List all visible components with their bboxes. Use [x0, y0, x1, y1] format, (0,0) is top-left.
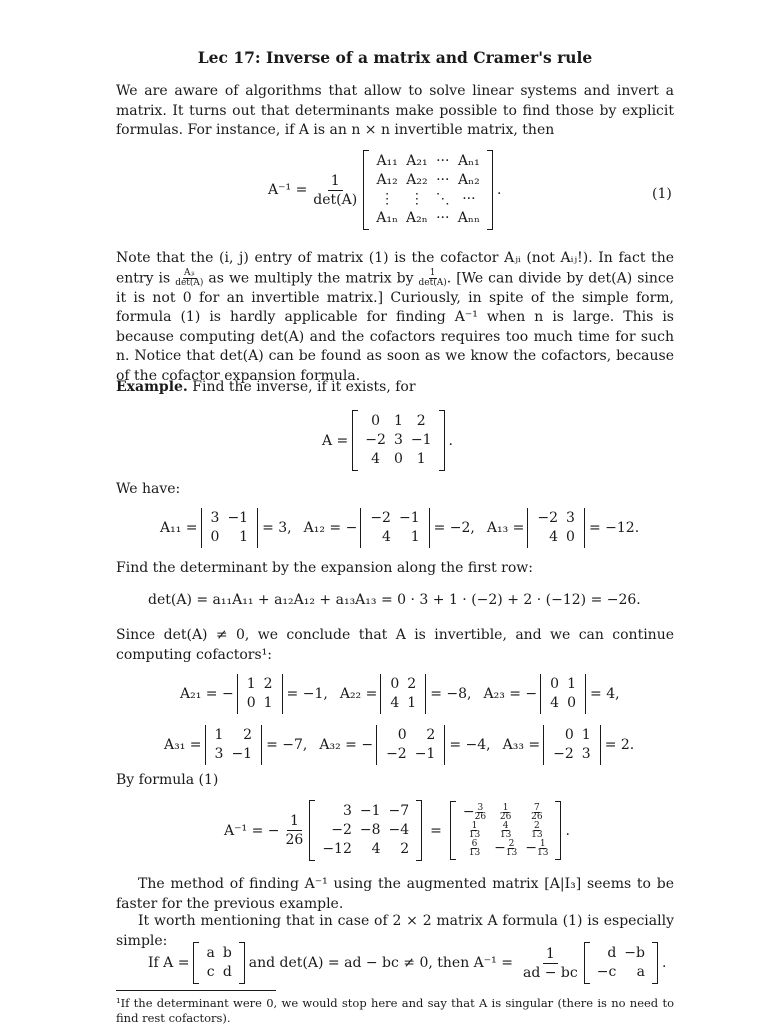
cofactor-result: = −2,	[433, 520, 475, 536]
matrix-entry: −1	[410, 432, 432, 448]
inverse-result-lhs: A⁻¹ = −	[224, 822, 280, 839]
matrix-entry: a	[636, 964, 645, 980]
entry-fraction-num: Aⱼᵢ	[183, 267, 195, 278]
cofactor-lhs: A₃₃ =	[502, 737, 541, 753]
matrix-entry: 4	[371, 841, 381, 857]
matrix-entry: Aₙ₂	[458, 172, 480, 188]
matrix-entry: Aₙ₁	[458, 153, 480, 169]
cofactor-expression	[164, 725, 307, 765]
entry-denominator: 13	[531, 830, 543, 840]
cofactor-result: = −8,	[430, 686, 472, 702]
two-by-two-formula	[148, 942, 666, 984]
entry-denominator: 13	[505, 848, 518, 858]
entry-fraction-den: det(A)	[175, 277, 204, 288]
matrix-fraction-entry	[490, 822, 521, 839]
scale-fraction-den: det(A)	[418, 277, 447, 288]
fraction-numerator: 1	[287, 812, 302, 831]
matrix-entry: 0	[550, 676, 560, 692]
cofactor-lhs: A₁₂ = −	[303, 520, 358, 536]
inverse-lhs: A⁻¹ =	[268, 182, 308, 198]
footnote-rule	[116, 990, 276, 991]
generic-2x2-matrix	[193, 942, 244, 984]
matrix-entry: 2	[416, 413, 426, 429]
inverse-period: .	[565, 822, 570, 839]
matrix-fraction-entry	[521, 839, 552, 858]
entry-fraction	[537, 840, 548, 857]
matrix-entry: −1	[414, 746, 436, 762]
equation-number: (1)	[652, 186, 672, 202]
minor-determinant	[527, 508, 585, 548]
minor-determinant	[543, 725, 601, 765]
note-text-b: as we multiply the matrix by	[208, 270, 414, 286]
matrix-entry: ···	[436, 172, 450, 188]
equation-period: .	[497, 182, 502, 198]
cofactor-lhs: A₂₃ = −	[483, 686, 538, 702]
entry-denominator: 26	[531, 812, 543, 822]
matrix-entry: 4	[550, 695, 560, 711]
matrix-entry: 1	[393, 413, 403, 429]
two-by-two-if: If A =	[148, 955, 190, 971]
matrix-entry: 3	[581, 746, 591, 762]
cofactor-expression	[160, 508, 292, 548]
fraction-denominator: ad − bc	[522, 964, 578, 981]
intro-paragraph: We are aware of algorithms that allow to solve linear systems and invert a matrix. It turns out that determinants make possible to find those by explicit formulas. For instance, if A is an n × n invertible matrix, then	[116, 83, 674, 138]
matrix-entry: b	[222, 945, 232, 961]
cofactor-expression	[487, 508, 639, 548]
matrix-entry: −2	[386, 746, 407, 762]
cofactor-result: = −4,	[449, 737, 491, 753]
matrix-entry: A₁ₙ	[376, 210, 398, 226]
matrix-entry: −1	[359, 803, 381, 819]
inverse-formula	[268, 150, 501, 230]
matrix-entry: 0	[566, 529, 575, 545]
fraction-numerator: 1	[543, 945, 558, 964]
matrix-entry: −1	[398, 510, 420, 526]
two-by-two-period: .	[662, 955, 667, 971]
cofactor-note-paragraph	[116, 249, 674, 386]
matrix-entry: 3	[210, 510, 220, 526]
entry-denominator: 13	[499, 830, 512, 840]
matrix-entry: −2	[553, 746, 574, 762]
entry-fraction	[531, 804, 542, 821]
fraction-numerator: 1	[328, 172, 343, 191]
two-by-two-condition: and det(A) = ad − bc ≠ 0, then A⁻¹ =	[248, 955, 513, 971]
entry-denominator: 13	[536, 848, 549, 858]
matrix-entry: ···	[436, 210, 450, 226]
matrix-entry: 0	[390, 676, 400, 692]
cofactor-result: = 4,	[590, 686, 620, 702]
cofactor-expression	[180, 674, 328, 714]
matrix-entry: A₁₁	[376, 153, 398, 169]
entry-numerator: 4	[502, 821, 509, 831]
matrix-entry: 4	[390, 695, 400, 711]
entry-fraction	[475, 804, 486, 821]
matrix-entry: 1	[581, 727, 591, 743]
cofactor-lhs: A₃₂ = −	[319, 737, 374, 753]
matrix-entry: −2	[537, 510, 559, 526]
scale-fraction-num: 1	[429, 267, 436, 278]
note-text-c: . [We can divide by det(A) since it is not 0 for an invertible matrix.] Curiously, in spite of the simple form, formula (1) is hardly applicable for finding A⁻¹ when n is large. This is because computing det(A) and the cofactors requires too much time for such n. Notice that det(A) can be found as soon as we know the cofactors, because of the cofactor expansion formula.	[116, 270, 675, 384]
cofactor-lhs: A₁₃ =	[486, 520, 525, 536]
minor-determinant	[237, 674, 283, 714]
matrix-entry: 2	[426, 727, 436, 743]
cofactor-lhs: A₂₂ =	[339, 686, 378, 702]
entry-numerator: 2	[533, 821, 540, 831]
matrix-entry: 3	[342, 803, 352, 819]
matrix-entry: 0	[210, 529, 220, 545]
matrix-entry: A₁₂	[376, 172, 398, 188]
matrix-entry: 2	[263, 676, 273, 692]
cofactor-expression	[319, 725, 490, 765]
matrix-entry: −1	[227, 510, 249, 526]
matrix-entry: −2	[365, 432, 386, 448]
scale-fraction	[419, 269, 447, 288]
entry-numerator: 1	[471, 821, 478, 831]
matrix-entry: 4	[549, 529, 559, 545]
augmented-method-paragraph: The method of finding A⁻¹ using the augmented matrix [A|I₃] seems to be faster for the previous example.	[116, 876, 674, 912]
matrix-entry: −2	[370, 510, 391, 526]
matrix-entry: 0	[371, 413, 381, 429]
matrix-entry: 3	[566, 510, 575, 526]
by-formula-text: By formula (1)	[116, 772, 219, 788]
matrix-fraction-entry	[459, 803, 490, 822]
cofactor-result: = 3,	[262, 520, 292, 536]
adjugate-matrix	[363, 150, 493, 230]
two-by-two-intro: It worth mentioning that in case of 2 × 2 matrix A formula (1) is especially simple:	[116, 913, 674, 949]
cofactors-row-1	[160, 508, 651, 548]
entry-fraction	[531, 822, 542, 839]
matrix-entry: ⋮	[409, 191, 424, 207]
matrix-entry: 0	[397, 727, 407, 743]
two-by-two-inverse-matrix	[584, 942, 658, 984]
cofactors-row-2	[180, 674, 632, 714]
cofactor-expression	[483, 674, 619, 714]
matrix-entry: 1	[416, 451, 426, 467]
entry-numerator: 3	[477, 803, 484, 813]
matrix-entry: −7	[388, 803, 410, 819]
minor-determinant	[380, 674, 426, 714]
inverse-fraction	[310, 172, 360, 209]
cofactor-result: = −1,	[286, 686, 328, 702]
minor-determinant	[201, 508, 259, 548]
determinant-equation: det(A) = a₁₁A₁₁ + a₁₂A₁₂ + a₁₃A₁₃ = 0 · 3 + 1 · (−2) + 2 · (−12) = −26.	[148, 592, 641, 608]
example-intro	[116, 378, 674, 398]
matrix-entry: −2	[331, 822, 352, 838]
matrix-fraction-entry	[459, 839, 490, 858]
matrix-entry: 1	[407, 695, 417, 711]
entry-denominator: 13	[468, 848, 481, 858]
lecture-title: Lec 17: Inverse of a matrix and Cramer's rule	[197, 48, 593, 67]
entry-fraction	[469, 822, 480, 839]
entry-denominator: 26	[499, 812, 512, 822]
matrix-entry: 0	[246, 695, 256, 711]
cofactor-result: = −12.	[588, 520, 640, 536]
matrix-entry: ⋮	[380, 191, 395, 207]
entry-fraction	[469, 840, 480, 857]
matrix-fraction-entry	[490, 803, 521, 822]
matrix-entry: 2	[407, 676, 417, 692]
entry-fraction	[500, 804, 511, 821]
matrix-entry: A₂₂	[406, 172, 428, 188]
cofactor-lhs: A₂₁ = −	[180, 686, 234, 702]
matrix-entry: c	[206, 964, 215, 980]
matrix-entry: 0	[564, 727, 574, 743]
minor-determinant	[376, 725, 445, 765]
fraction-denominator: 26	[285, 832, 304, 848]
entry-sign: −	[462, 804, 475, 820]
matrix-a-lhs: A =	[322, 432, 349, 449]
footnote: ¹If the determinant were 0, we would stop here and say that A is singular (there is no need to find rest cofactors).	[116, 996, 674, 1025]
invertible-paragraph: Since det(A) ≠ 0, we conclude that A is invertible, and we can continue computing cofactors¹:	[116, 627, 674, 663]
cofactor-result: = 2.	[604, 737, 635, 753]
entry-fraction	[506, 840, 517, 857]
matrix-entry: A₂ₙ	[406, 210, 428, 226]
inverse-matrix	[450, 801, 562, 860]
matrix-fraction-entry	[521, 803, 552, 822]
matrix-entry: 3	[393, 432, 403, 448]
matrix-entry: 3	[214, 746, 224, 762]
entry-sign: −	[525, 840, 537, 856]
matrix-entry: 1	[214, 727, 224, 743]
determinant-intro: Find the determinant by the expansion along the first row:	[116, 560, 533, 576]
matrix-entry: −c	[596, 964, 617, 980]
cofactor-lhs: A₃₁ =	[164, 737, 202, 753]
cofactors-row-3	[164, 725, 646, 765]
entry-numerator: 2	[508, 839, 515, 849]
entry-denominator: 26	[474, 812, 487, 822]
matrix-fraction-entry	[490, 839, 521, 858]
matrix-a-definition	[322, 410, 453, 471]
entry-numerator: 6	[471, 839, 478, 849]
matrix-entry: 2	[243, 727, 253, 743]
matrix-entry: Aₙₙ	[457, 210, 481, 226]
fraction-denominator: det(A)	[313, 191, 358, 208]
matrix-a-period: .	[448, 432, 453, 449]
matrix-entry: 1	[263, 695, 273, 711]
matrix-entry: 1	[410, 529, 420, 545]
cofactor-transpose-matrix	[309, 800, 422, 861]
matrix-entry: −12	[322, 841, 352, 857]
matrix-entry: −1	[231, 746, 253, 762]
cofactor-result: = −7,	[266, 737, 308, 753]
matrix-entry: 4	[382, 529, 391, 545]
matrix-entry: −8	[359, 822, 381, 838]
matrix-entry: −4	[388, 822, 410, 838]
example-label: Example.	[116, 379, 188, 395]
entry-fraction	[175, 269, 203, 288]
inverse-result	[224, 800, 570, 861]
equals-sign: =	[430, 822, 442, 839]
matrix-entry: d	[222, 964, 232, 980]
matrix-fraction-entry	[521, 822, 552, 839]
entry-sign: −	[494, 840, 506, 856]
matrix-entry: −b	[624, 945, 645, 961]
entry-fraction	[500, 822, 511, 839]
entry-numerator: 1	[502, 803, 509, 813]
cofactor-lhs: A₁₁ =	[160, 520, 198, 536]
minor-determinant	[540, 674, 586, 714]
we-have-text: We have:	[116, 481, 181, 497]
matrix-entry: A₂₁	[406, 153, 428, 169]
matrix-entry: ···	[462, 191, 476, 207]
matrix-entry: ···	[436, 153, 450, 169]
entry-numerator: 7	[533, 803, 540, 813]
matrix-fraction-entry	[459, 822, 490, 839]
cofactor-expression	[340, 674, 472, 714]
matrix-entry: 1	[246, 676, 256, 692]
minor-determinant	[360, 508, 429, 548]
matrix-entry: 0	[567, 695, 577, 711]
inverse-result-fraction	[282, 812, 306, 849]
matrix-entry: 4	[371, 451, 381, 467]
matrix-entry: a	[206, 945, 215, 961]
entry-denominator: 13	[468, 830, 481, 840]
cofactor-expression	[304, 508, 475, 548]
matrix-entry: 0	[393, 451, 403, 467]
matrix-a	[352, 410, 444, 471]
example-text: Find the inverse, if it exists, for	[192, 379, 416, 395]
note-text-a: Note that the (i, j) entry of matrix (1) is the cofactor Aⱼᵢ (not Aᵢⱼ!). In fact the entry is	[116, 250, 674, 286]
matrix-entry: d	[607, 945, 617, 961]
entry-numerator: 1	[539, 839, 546, 849]
matrix-entry: 1	[567, 676, 577, 692]
matrix-entry: 1	[239, 529, 249, 545]
matrix-entry: 2	[400, 841, 410, 857]
cofactor-expression	[503, 725, 635, 765]
two-by-two-fraction	[520, 945, 581, 982]
matrix-entry: ⋱	[435, 191, 450, 207]
minor-determinant	[205, 725, 263, 765]
